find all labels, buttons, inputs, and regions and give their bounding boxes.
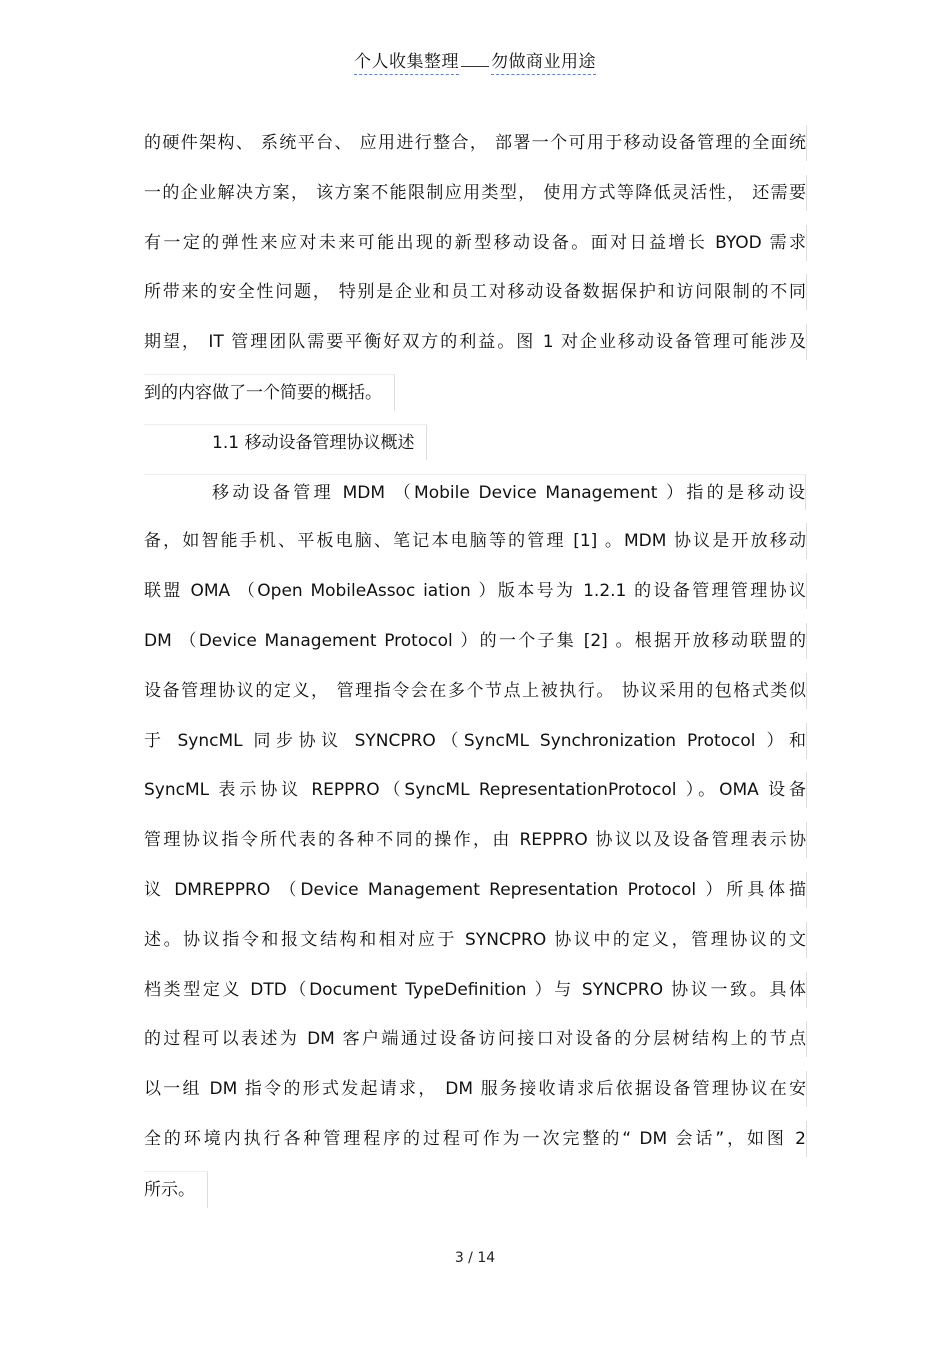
text-line: 全的环境内执行各种管理程序的过程可作为一次完整的“ DM 会话”，如图 2 [144,1121,807,1157]
text-line: 期望， IT 管理团队需要平衡好双方的利益。图 1 对企业移动设备管理可能涉及 [144,324,807,360]
text-line: 备，如智能手机、平板电脑、笔记本电脑等的管理 [1] 。MDM 协议是开放移动 [144,523,807,559]
text-line: 的过程可以表述为 DM 客户端通过设备访问接口对设备的分层树结构上的节点 [144,1021,807,1057]
text-line: 的硬件架构、 系统平台、 应用进行整合， 部署一个可用于移动设备管理的全面统 [144,125,807,161]
text-line: 议 DMREPPRO （Device Management Representation Protocol ）所具体描 [144,872,807,908]
page-number: 3 / 14 [454,1250,496,1266]
section-heading: 1.1 移动设备管理协议概述 [144,424,427,460]
text-line: 所示。 [144,1171,208,1208]
text-line: 述。协议指令和报文结构和相对应于 SYNCPRO 协议中的定义，管理协议的文 [144,922,807,958]
text-line: 管理协议指令所代表的各种不同的操作，由 REPPRO 协议以及设备管理表示协 [144,822,807,858]
text-line: 一的企业解决方案， 该方案不能限制应用类型， 使用方式等降低灵活性， 还需要 [144,175,807,211]
text-line: 于 SyncML 同步协议 SYNCPRO（SyncML Synchronization Protocol ）和 [144,723,807,759]
text-line: 所带来的安全性问题， 特别是企业和员工对移动设备数据保护和访问限制的不同 [144,274,807,310]
text-line: 移动设备管理 MDM （Mobile Device Management ）指的是移动设 [144,474,806,510]
header-right-text: 勿做商业用途 [491,52,596,75]
text-line: 以一组 DM 指令的形式发起请求， DM 服务接收请求后依据设备管理协议在安 [144,1071,807,1107]
text-line: 有一定的弹性来应对未来可能出现的新型移动设备。面对日益增长 BYOD 需求 [144,225,807,261]
text-line: 档类型定义 DTD（Document TypeDefinition ）与 SYNCPRO 协议一致。具体 [144,972,807,1008]
text-line: DM （Device Management Protocol ）的一个子集 [2] 。根据开放移动联盟的 [144,623,807,659]
text-line: 联盟 OMA （Open MobileAssoc iation ）版本号为 1.2.1 的设备管理管理协议 [144,573,807,609]
header-left-text: 个人收集整理 [354,52,459,75]
text-line: 设备管理协议的定义， 管理指令会在多个节点上被执行。 协议采用的包格式类似 [144,673,807,709]
text-line: SyncML 表示协议 REPPRO（SyncML RepresentationProtocol ）。OMA 设备 [144,772,807,808]
page-header [0,47,950,72]
header-gap [461,64,489,67]
text-line: 到的内容做了一个简要的概括。 [144,374,395,411]
